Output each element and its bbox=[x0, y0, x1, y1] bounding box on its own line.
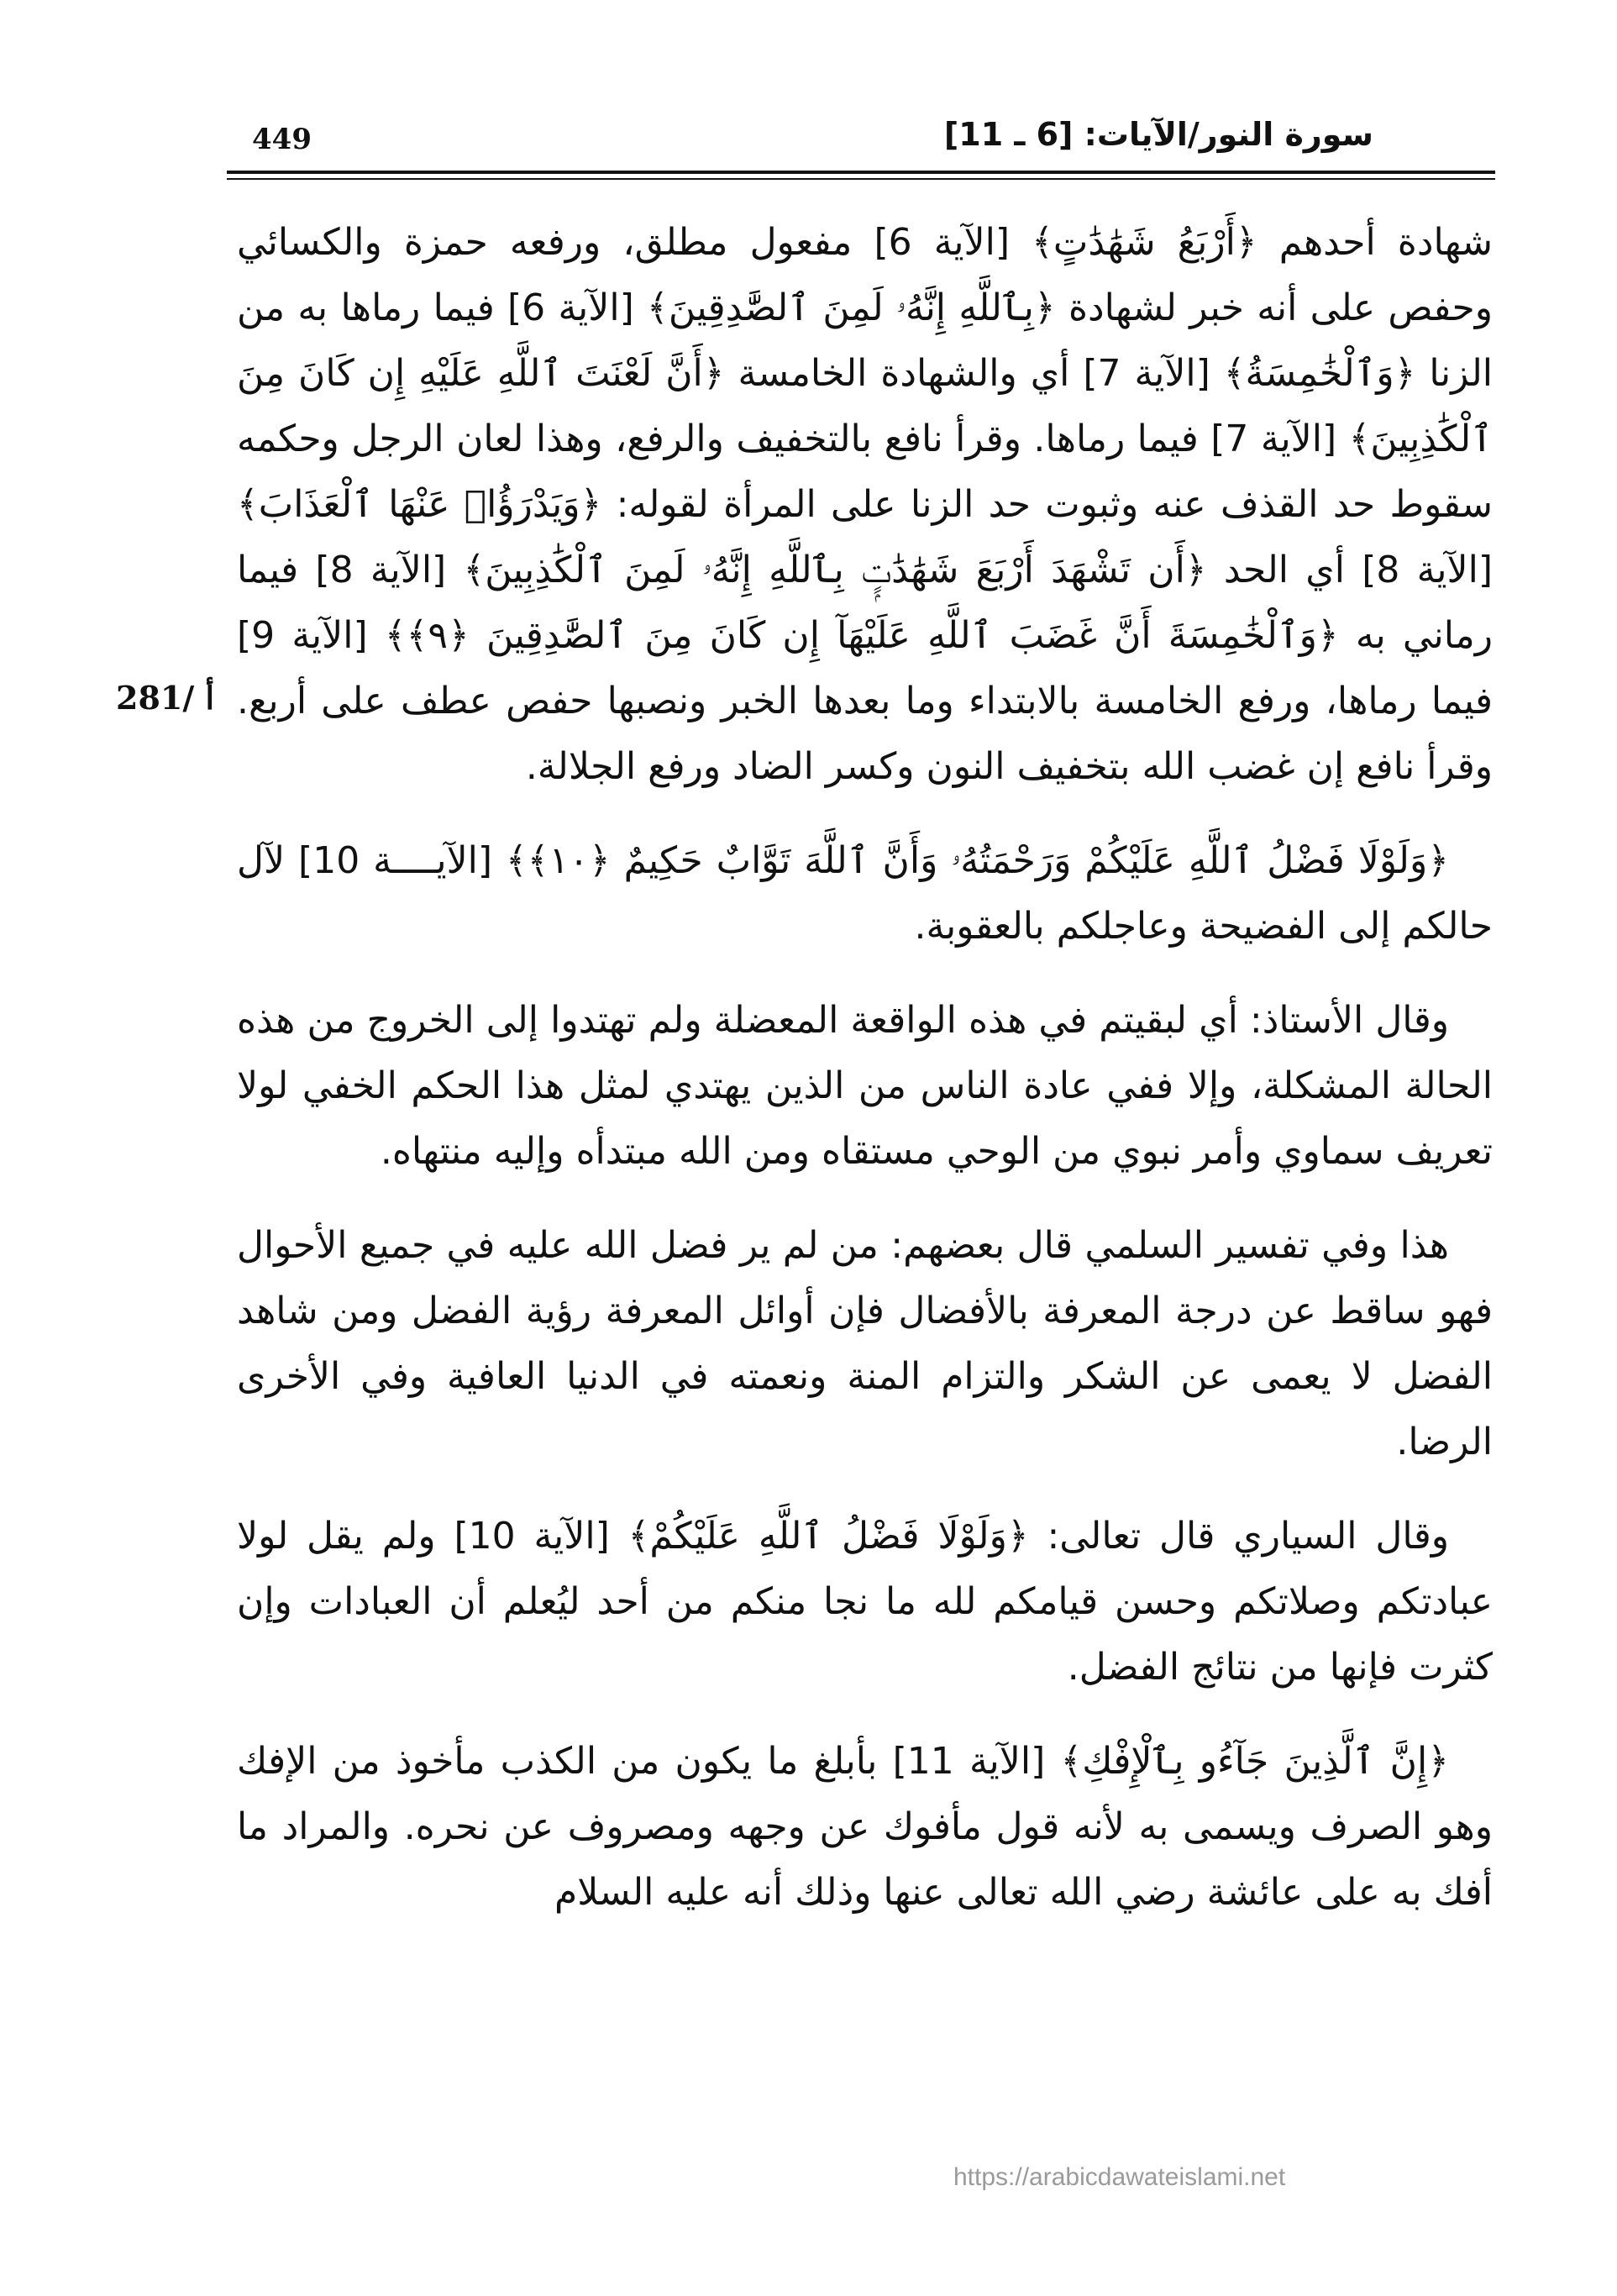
page-number: 449 bbox=[252, 123, 312, 156]
paragraph: وقال السياري قال تعالى: ﴿وَلَوْلَا فَضْلُ ٱللَّهِ عَلَيْكُمْ﴾ [الآية 10] ولم يقل لولا عبادتكم وصلاتكم وحسن قيامكم لله ما نجا منكم من أحد ليُعلم أن العبادات وإن كثرت فإنها من نتائج الفضل. bbox=[237, 1515, 1493, 1689]
paragraph: هذا وفي تفسير السلمي قال بعضهم: من لم ير فضل الله عليه في جميع الأحوال فهو ساقط عن درجة المعرفة بالأفضال فإن أوائل المعرفة رؤية الفضل ومن شاهد الفضل لا يعمى عن الشكر والتزام المنة ونعمته في الدنيا العافية وفي الأخرى الرضا. bbox=[237, 1224, 1493, 1463]
paragraph: ﴿إِنَّ ٱلَّذِينَ جَآءُو بِٱلْإِفْكِ﴾ [الآية 11] بأبلغ ما يكون من الكذب مأخوذ من الإفك وهو الصرف ويسمى به لأنه قول مأفوك عن وجهه ومصروف عن نحره. والمراد ما أفك به على عائشة رضي الله تعالى عنها وذلك أنه عليه السلام bbox=[237, 1740, 1493, 1914]
page-body bbox=[237, 210, 1493, 1954]
paragraph: وقال الأستاذ: أي لبقيتم في هذه الواقعة المعضلة ولم تهتدوا إلى الخروج من هذه الحالة المشكلة، وإلا ففي عادة الناس من الذين يهتدي لمثل هذا الحكم الخفي لولا تعريف سماوي وأمر نبوي من الوحي مستقاه ومن الله مبتدأه وإليه منتهاه. bbox=[237, 999, 1493, 1173]
paragraph: شهادة أحدهم ﴿أَرْبَعُ شَهَٰدَٰتٍ﴾ [الآية 6] مفعول مطلق، ورفعه حمزة والكسائي وحفص على أنه خبر لشهادة ﴿بِٱللَّهِ إِنَّهُۥ لَمِنَ ٱلصَّٰدِقِينَ﴾ [الآية 6] فيما رماها به من الزنا ﴿وَٱلْخَٰمِسَةُ﴾ [الآية 7] أي والشهادة الخامسة ﴿أَنَّ لَعْنَتَ ٱللَّهِ عَلَيْهِ إِن كَانَ مِنَ ٱلْكَٰذِبِينَ﴾ [الآية 7] فيما رماها. وقرأ نافع بالتخفيف والرفع، وهذا لعان الرجل وحكمه سقوط حد القذف عنه وثبوت حد الزنا على المرأة لقوله: ﴿وَيَدْرَؤُا۟ عَنْهَا ٱلْعَذَابَ﴾ [الآية 8] أي الحد ﴿أَن تَشْهَدَ أَرْبَعَ شَهَٰدَٰتٍۭ بِٱللَّهِ إِنَّهُۥ لَمِنَ ٱلْكَٰذِبِينَ﴾ [الآية 8] فيما رماني به ﴿وَٱلْخَٰمِسَةَ أَنَّ غَضَبَ ٱللَّهِ عَلَيْهَآ إِن كَانَ مِنَ ٱلصَّٰدِقِينَ ﴿٩﴾﴾ [الآية 9] فيما رماها، ورفع الخامسة بالابتداء وما بعدها الخبر ونصبها حفص عطف على أربع. وقرأ نافع إن غضب الله بتخفيف النون وكسر الضاد ورفع الجلالة. bbox=[237, 221, 1494, 788]
page-header bbox=[227, 116, 1373, 166]
header-rule-thin bbox=[227, 178, 1495, 180]
paragraph: ﴿وَلَوْلَا فَضْلُ ٱللَّهِ عَلَيْكُمْ وَرَحْمَتُهُۥ وَأَنَّ ٱللَّهَ تَوَّابٌ حَكِيمٌ ﴿١٠﴾﴾ [الآيــــة 10] لآل حالكم إلى الفضيحة وعاجلكم بالعقوبة. bbox=[237, 839, 1493, 948]
watermark-url: https://arabicdawateislami.net bbox=[953, 2163, 1286, 2191]
running-head: سورة النور/الآيات: [6 ـ 11] bbox=[943, 116, 1373, 153]
manuscript-folio-note: 281/ أ bbox=[116, 679, 214, 717]
header-rule-thick bbox=[227, 171, 1495, 174]
